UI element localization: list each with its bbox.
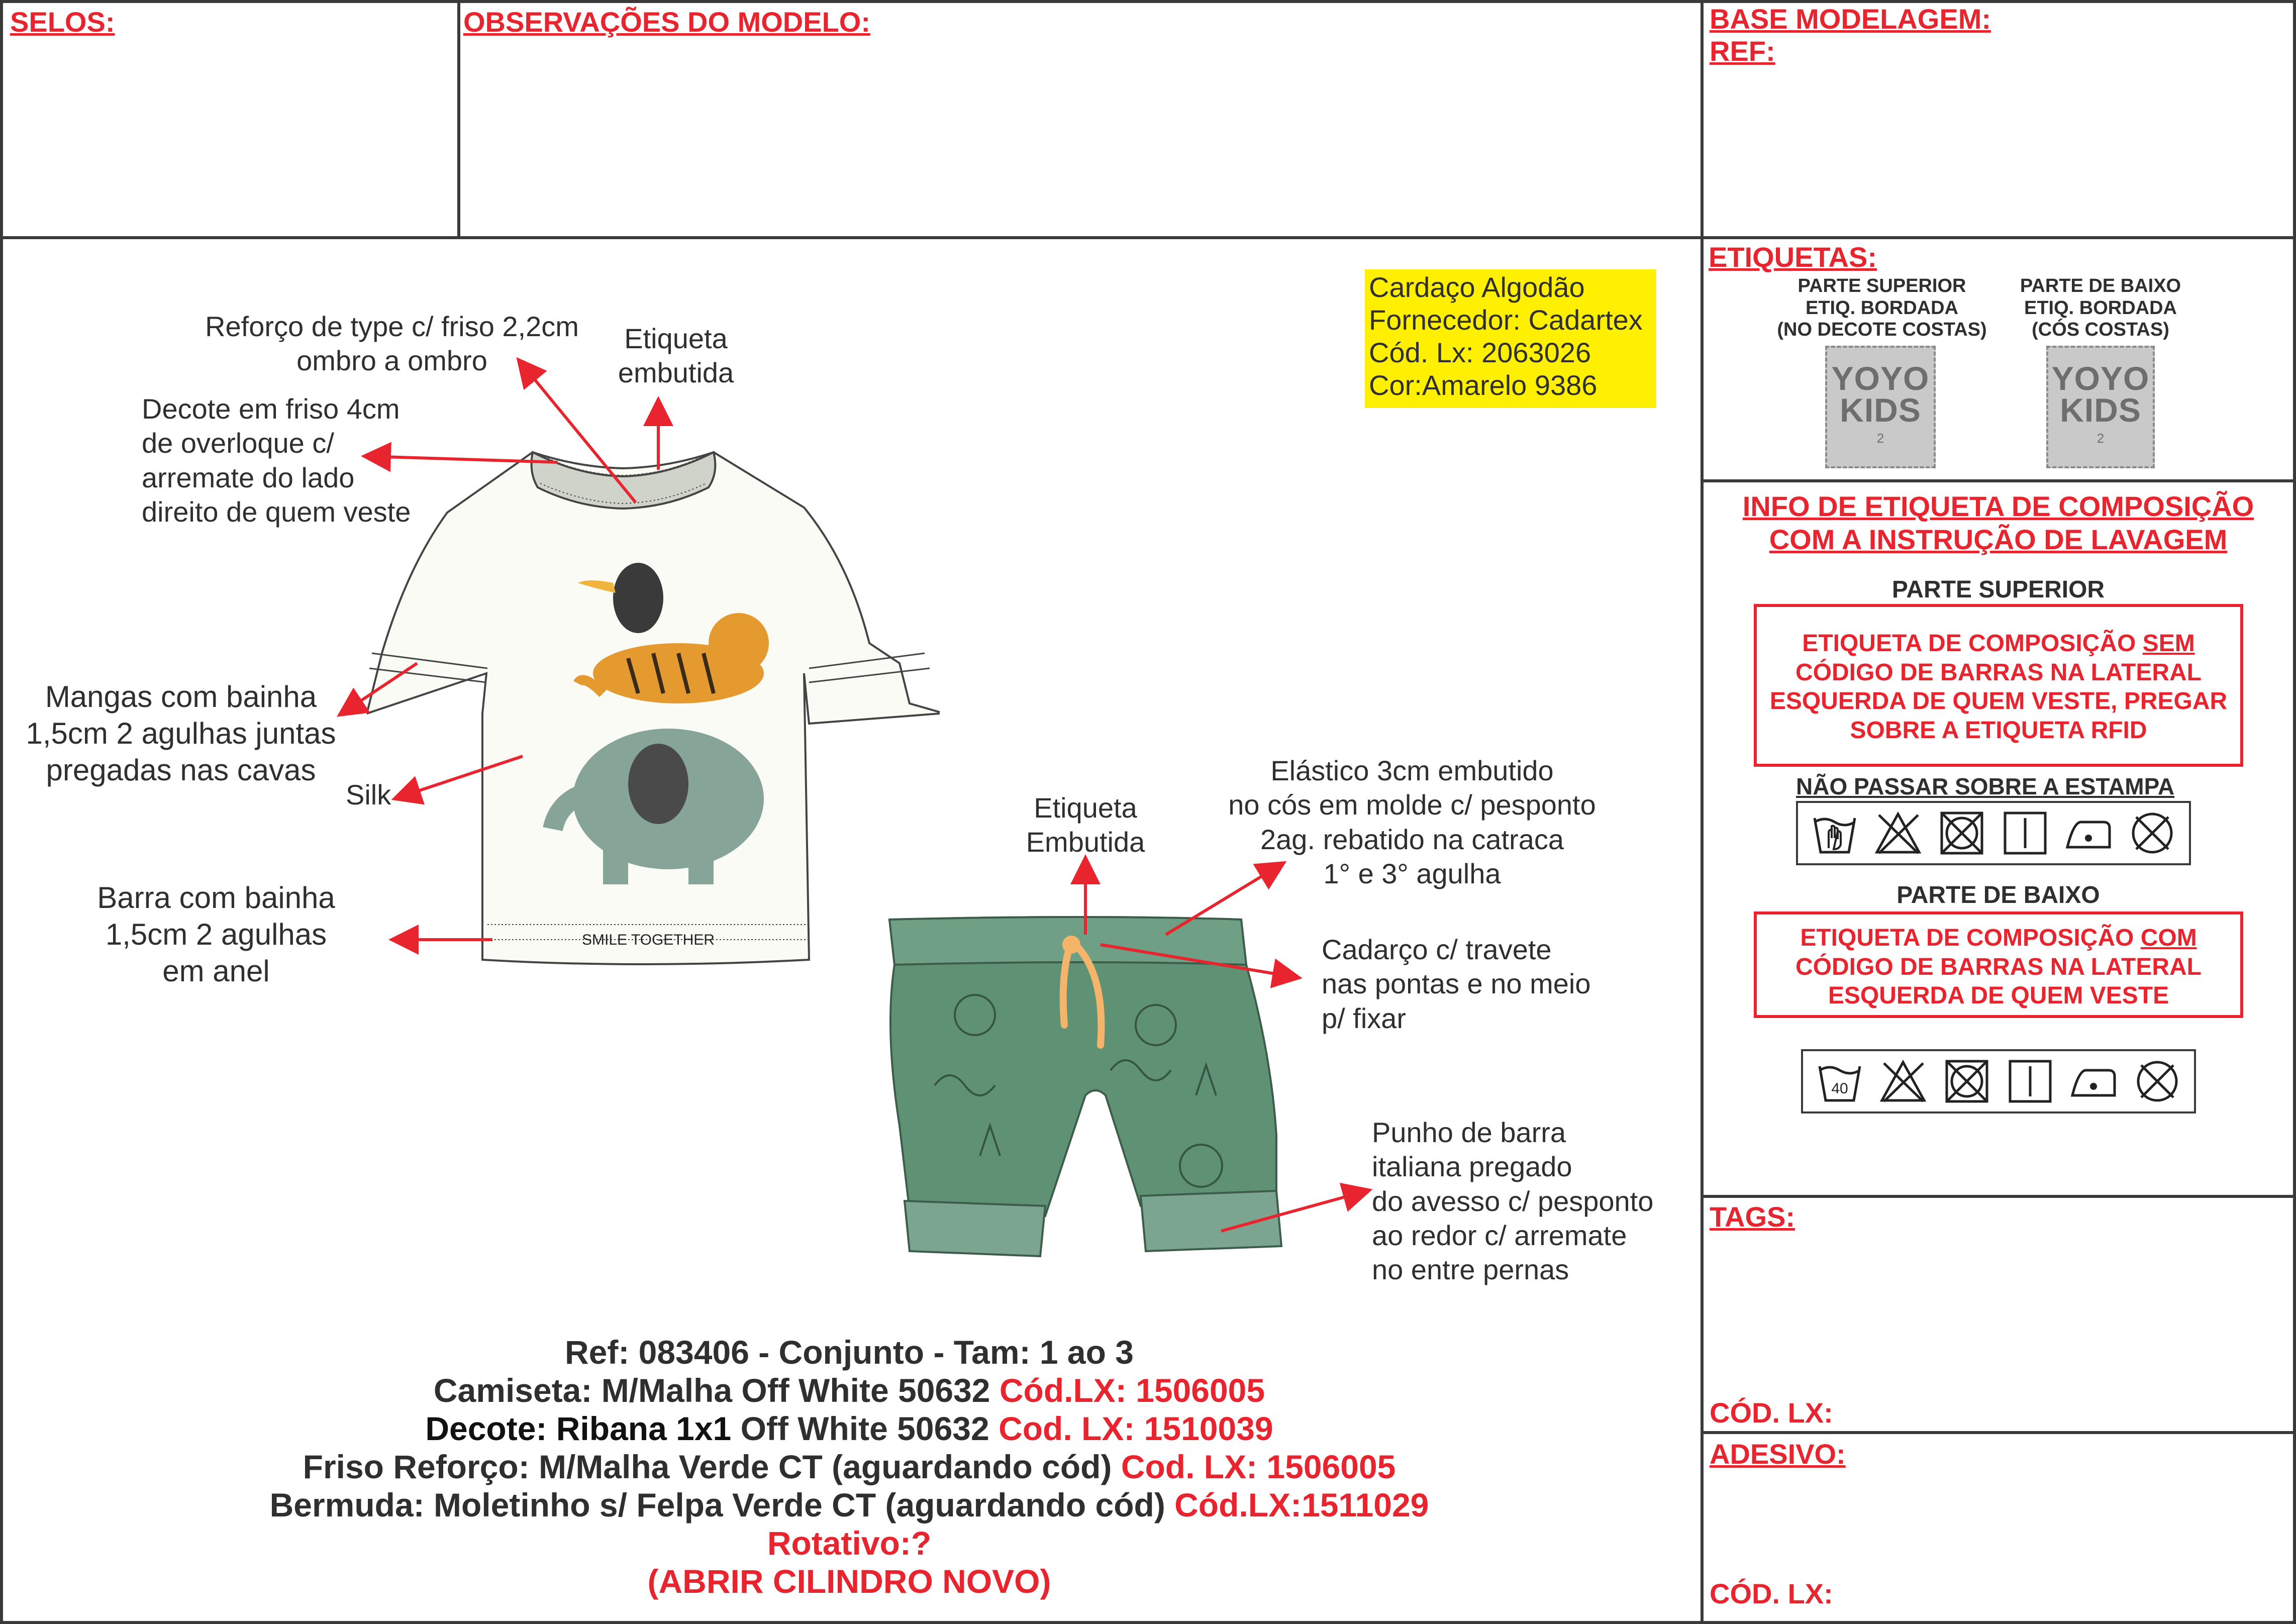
footer-ref-line: Ref: 083406 - Conjunto - Tam: 1 ao 3 [565, 1334, 1134, 1371]
base-modelagem-header: BASE MODELAGEM: [1710, 3, 1991, 35]
tags-header: TAGS: [1710, 1201, 1795, 1233]
barra-note: Barra com bainha 1,5cm 2 agulhas em anel [97, 881, 335, 988]
reforco-note: Reforço de type c/ friso 2,2cm ombro a ombro [205, 311, 579, 377]
ref-header: REF: [1710, 35, 1775, 67]
svg-text:SMILE TOGETHER: SMILE TOGETHER [582, 932, 715, 948]
info-composicao-title-1: INFO DE ETIQUETA DE COMPOSIÇÃO [1742, 490, 2254, 522]
svg-text:40: 40 [1831, 1080, 1848, 1097]
observacoes-header: OBSERVAÇÕES DO MODELO: [463, 6, 871, 38]
parte-baixo-label: PARTE DE BAIXO [1896, 882, 2100, 908]
brand-label-baixo: YOYO KIDS 2 [2046, 346, 2155, 468]
adesivo-header: ADESIVO: [1710, 1438, 1846, 1470]
decote-note: Decote em friso 4cm de overloque c/ arremate do lado direito de quem veste [142, 393, 411, 528]
info-composicao-title-2: COM A INSTRUÇÃO DE LAVAGEM [1769, 524, 2228, 555]
etiqueta-superior-caption: PARTE SUPERIOR ETIQ. BORDADA (NO DECOTE COSTAS) [1777, 275, 1987, 341]
nao-passar-label: NÃO PASSAR SOBRE A ESTAMPA [1796, 773, 2175, 799]
composicao-superior-box: ETIQUETA DE COMPOSIÇÃO SEM CÓDIGO DE BARRAS NA LATERAL ESQUERDA DE QUEM VESTE, PREGAR SOBRE A ETIQUETA RFID [1754, 604, 2243, 767]
footer-cilindro-line: (ABRIR CILINDRO NOVO) [647, 1563, 1051, 1600]
punho-note: Punho de barra italiana pregado do avesso c/ pesponto ao redor c/ arremate no entre pernas [1372, 1116, 1654, 1286]
cadarco-note: Cadarço c/ travete nas pontas e no meio p/ fixar [1322, 934, 1591, 1034]
cod-lx-adesivo: CÓD. LX: [1710, 1578, 1833, 1609]
brand-label-superior: YOYO KIDS 2 [1825, 346, 1936, 468]
elastico-note: Elástico 3cm embutido no cós em molde c/ pesponto 2ag. rebatido na catraca 1° e 3° agulha [1228, 755, 1596, 889]
footer-rotativo-line: Rotativo:? [767, 1525, 932, 1562]
footer-camiseta-line: Camiseta: M/Malha Off White 50632 Cód.LX: 1506005 [433, 1372, 1265, 1409]
footer-bermuda-line: Bermuda: Moletinho s/ Felpa Verde CT (aguardando cód) Cód.LX:1511029 [269, 1486, 1429, 1524]
etiqueta-baixo-caption: PARTE DE BAIXO ETIQ. BORDADA (CÓS COSTAS) [2020, 275, 2181, 341]
selos-header: SELOS: [10, 6, 115, 38]
etiqueta-embutida-shorts-note: Etiqueta Embutida [1026, 792, 1145, 858]
parte-superior-label: PARTE SUPERIOR [1891, 576, 2105, 603]
etiqueta-embutida-tshirt-note: Etiqueta embutida [618, 323, 734, 389]
footer-friso-line: Friso Reforço: M/Malha Verde CT (aguardando cód) Cod. LX: 1506005 [303, 1448, 1396, 1485]
cardaco-note: Cardaço Algodão Fornecedor: Cadartex Cód. Lx: 2063026 Cor:Amarelo 9386 [1365, 269, 1656, 408]
composicao-baixo-box: ETIQUETA DE COMPOSIÇÃO COM CÓDIGO DE BARRAS NA LATERAL ESQUERDA DE QUEM VESTE [1754, 911, 2243, 1018]
mangas-note: Mangas com bainha 1,5cm 2 agulhas juntas pregadas nas cavas [26, 680, 336, 787]
etiquetas-header: ETIQUETAS: [1709, 241, 1877, 273]
cod-lx-tags: CÓD. LX: [1710, 1397, 1833, 1429]
footer-decote-line: Decote: Ribana 1x1 Off White 50632 Cod. LX: 1510039 [425, 1410, 1273, 1447]
silk-note: Silk [346, 779, 391, 810]
